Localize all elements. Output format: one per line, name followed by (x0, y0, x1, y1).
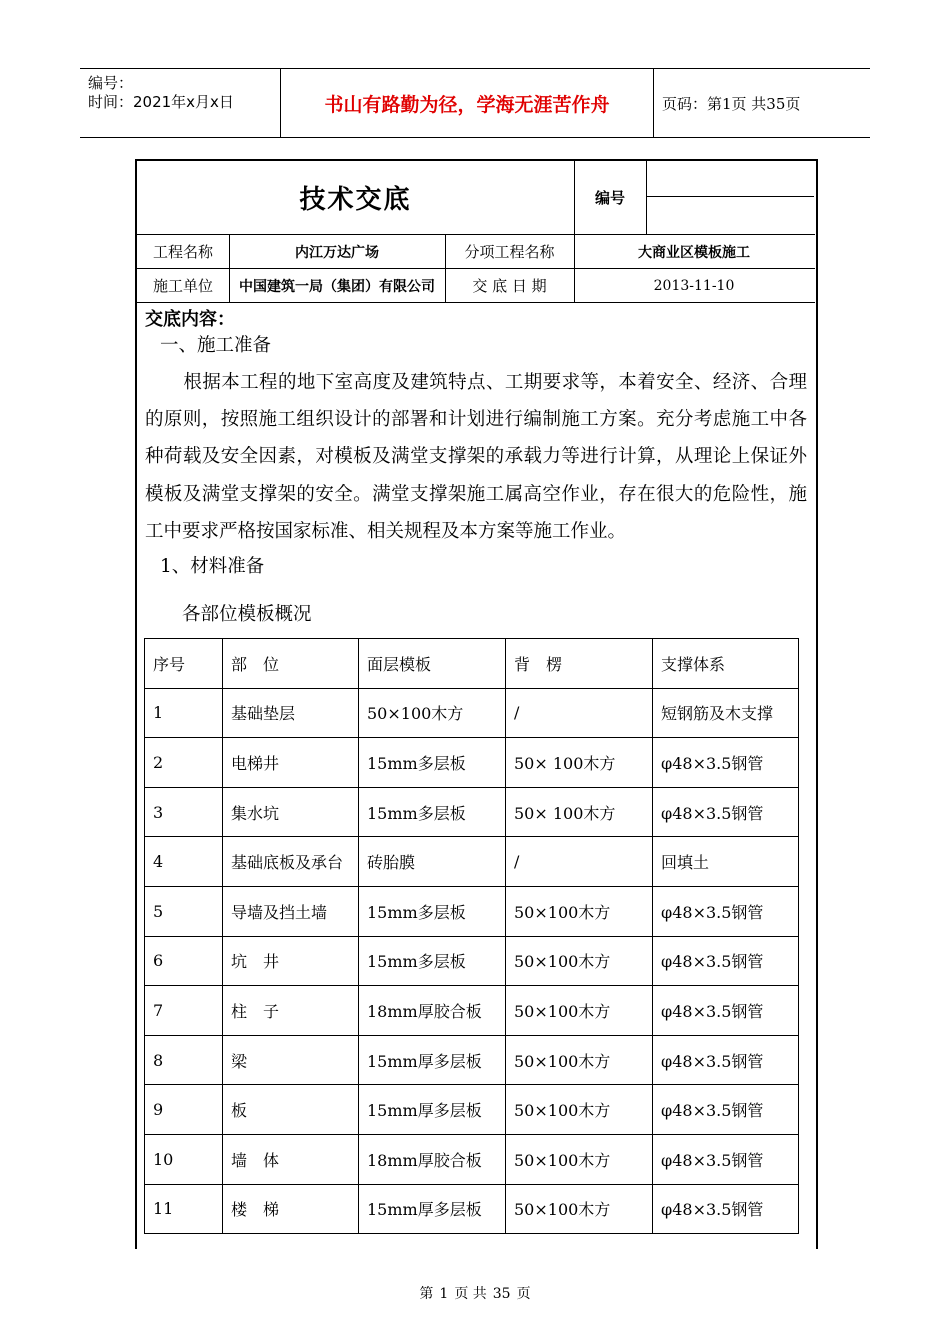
contractor: 中国建筑一局（集团）有限公司 (239, 278, 435, 295)
page-info: 页码：第1页 共35页 (662, 94, 801, 113)
table-header-row (145, 639, 799, 689)
date-label: 交 底 日 期 (472, 277, 547, 295)
code-label: 编号： (88, 74, 134, 92)
table-cell: 砖胎膜 (359, 837, 506, 887)
table-cell: 50× 100木方 (506, 738, 653, 788)
table-cell: 梁 (223, 1035, 359, 1085)
divider (136, 302, 815, 303)
table-cell: 9 (145, 1085, 223, 1135)
table-cell: 10 (145, 1134, 223, 1184)
divider (646, 196, 814, 197)
table-cell: 50×100木方 (506, 986, 653, 1036)
table-row (145, 936, 799, 986)
section-paragraph (145, 364, 807, 550)
footer-page: 1 (439, 1286, 449, 1302)
page-header (80, 68, 870, 138)
table-cell: 50×100木方 (506, 936, 653, 986)
footer-mid: 页 共 (454, 1286, 487, 1302)
table-cell: 7 (145, 986, 223, 1036)
table-cell: 1 (145, 688, 223, 738)
project-name: 内江万达广场 (295, 244, 379, 261)
header-cell: 部 位 (223, 639, 359, 689)
table-cell: φ48×3.5钢管 (653, 886, 799, 936)
number-label: 编号 (594, 189, 625, 207)
project-name-label: 工程名称 (152, 243, 213, 261)
table-cell: φ48×3.5钢管 (653, 1085, 799, 1135)
header-cell: 背 楞 (506, 639, 653, 689)
paragraph-text: 根据本工程的地下室高度及建筑特点、工期要求等，本着安全、经济、合理的原则，按照施工组织设计的部署和计划进行编制施工方案。充分考虑施工中各种荷载及安全因素，对模板及满堂支撑架的承载力等进行计算，从理论上保证外模板及满堂支撑架的安全。满堂支撑架施工属高空作业，存在很大的危险性，施工中要求严格按国家标准、相关规程及本方案等施工作业。 (145, 372, 807, 542)
divider (646, 160, 647, 235)
table-cell: φ48×3.5钢管 (653, 936, 799, 986)
table-cell: 集水坑 (223, 787, 359, 837)
table-row (145, 1184, 799, 1234)
table-cell: 短钢筋及木支撑 (653, 688, 799, 738)
table-row (145, 1035, 799, 1085)
subsection-heading: 1、材料准备 (160, 556, 265, 577)
table-cell: 50×100木方 (506, 1035, 653, 1085)
table-cell: 15mm多层板 (359, 787, 506, 837)
footer-suffix: 页 (516, 1286, 531, 1302)
sub-project: 大商业区模板施工 (638, 244, 750, 261)
table-cell: 50×100木方 (359, 688, 506, 738)
page-footer (0, 1283, 950, 1303)
table-cell: φ48×3.5钢管 (653, 787, 799, 837)
header-cell: 支撑体系 (653, 639, 799, 689)
table-cell: 18mm厚胶合板 (359, 1134, 506, 1184)
footer-prefix: 第 (419, 1286, 434, 1302)
table-cell: 4 (145, 837, 223, 887)
table-cell: φ48×3.5钢管 (653, 1184, 799, 1234)
table-cell: / (506, 688, 653, 738)
table-row (145, 986, 799, 1036)
table-row (145, 738, 799, 788)
table-cell: 15mm厚多层板 (359, 1035, 506, 1085)
table-row (145, 1085, 799, 1135)
table-cell: 墙 体 (223, 1134, 359, 1184)
table-cell: φ48×3.5钢管 (653, 738, 799, 788)
table-cell: 楼 梯 (223, 1184, 359, 1234)
table-cell: 50×100木方 (506, 886, 653, 936)
header-cell: 面层模板 (359, 639, 506, 689)
table-cell: 15mm多层板 (359, 738, 506, 788)
table-row (145, 837, 799, 887)
table-cell: 2 (145, 738, 223, 788)
content-heading: 交底内容： (145, 309, 235, 330)
table-cell: 柱 子 (223, 986, 359, 1036)
table-cell: / (506, 837, 653, 887)
header-cell: 序号 (145, 639, 223, 689)
table-cell: φ48×3.5钢管 (653, 1035, 799, 1085)
table-cell: φ48×3.5钢管 (653, 1134, 799, 1184)
table-caption: 各部位模板概况 (182, 604, 312, 625)
table-cell: 15mm厚多层板 (359, 1085, 506, 1135)
footer-total: 35 (492, 1286, 511, 1302)
table-cell: 15mm多层板 (359, 936, 506, 986)
table-cell: 8 (145, 1035, 223, 1085)
table-cell: 基础底板及承台 (223, 837, 359, 887)
table-cell: 11 (145, 1184, 223, 1234)
table-row (145, 1134, 799, 1184)
table-row (145, 886, 799, 936)
table-cell: 50×100木方 (506, 1134, 653, 1184)
table-row (145, 787, 799, 837)
section-heading: 一、施工准备 (160, 335, 272, 356)
header-left (80, 69, 280, 137)
table-cell: 板 (223, 1085, 359, 1135)
table-cell: 电梯井 (223, 738, 359, 788)
table-cell: 回填土 (653, 837, 799, 887)
disclosure-date: 2013-11-10 (653, 277, 735, 294)
motto: 书山有路勤为径，学海无涯苦作舟 (280, 69, 654, 137)
table-cell: φ48×3.5钢管 (653, 986, 799, 1036)
table-cell: 基础垫层 (223, 688, 359, 738)
time-label: 时间：2021年x月x日 (88, 93, 234, 111)
table-cell: 18mm厚胶合板 (359, 986, 506, 1036)
sub-project-label: 分项工程名称 (464, 243, 555, 261)
table-cell: 坑 井 (223, 936, 359, 986)
formwork-table (144, 638, 799, 1234)
table-cell: 导墙及挡土墙 (223, 886, 359, 936)
table-cell: 15mm厚多层板 (359, 1184, 506, 1234)
table-cell: 50×100木方 (506, 1184, 653, 1234)
table-cell: 15mm多层板 (359, 886, 506, 936)
table-cell: 5 (145, 886, 223, 936)
table-cell: 50×100木方 (506, 1085, 653, 1135)
table-cell: 3 (145, 787, 223, 837)
form-title: 技术交底 (299, 185, 412, 215)
contractor-label: 施工单位 (152, 277, 213, 295)
table-cell: 50× 100木方 (506, 787, 653, 837)
table-cell: 6 (145, 936, 223, 986)
table-row (145, 688, 799, 738)
